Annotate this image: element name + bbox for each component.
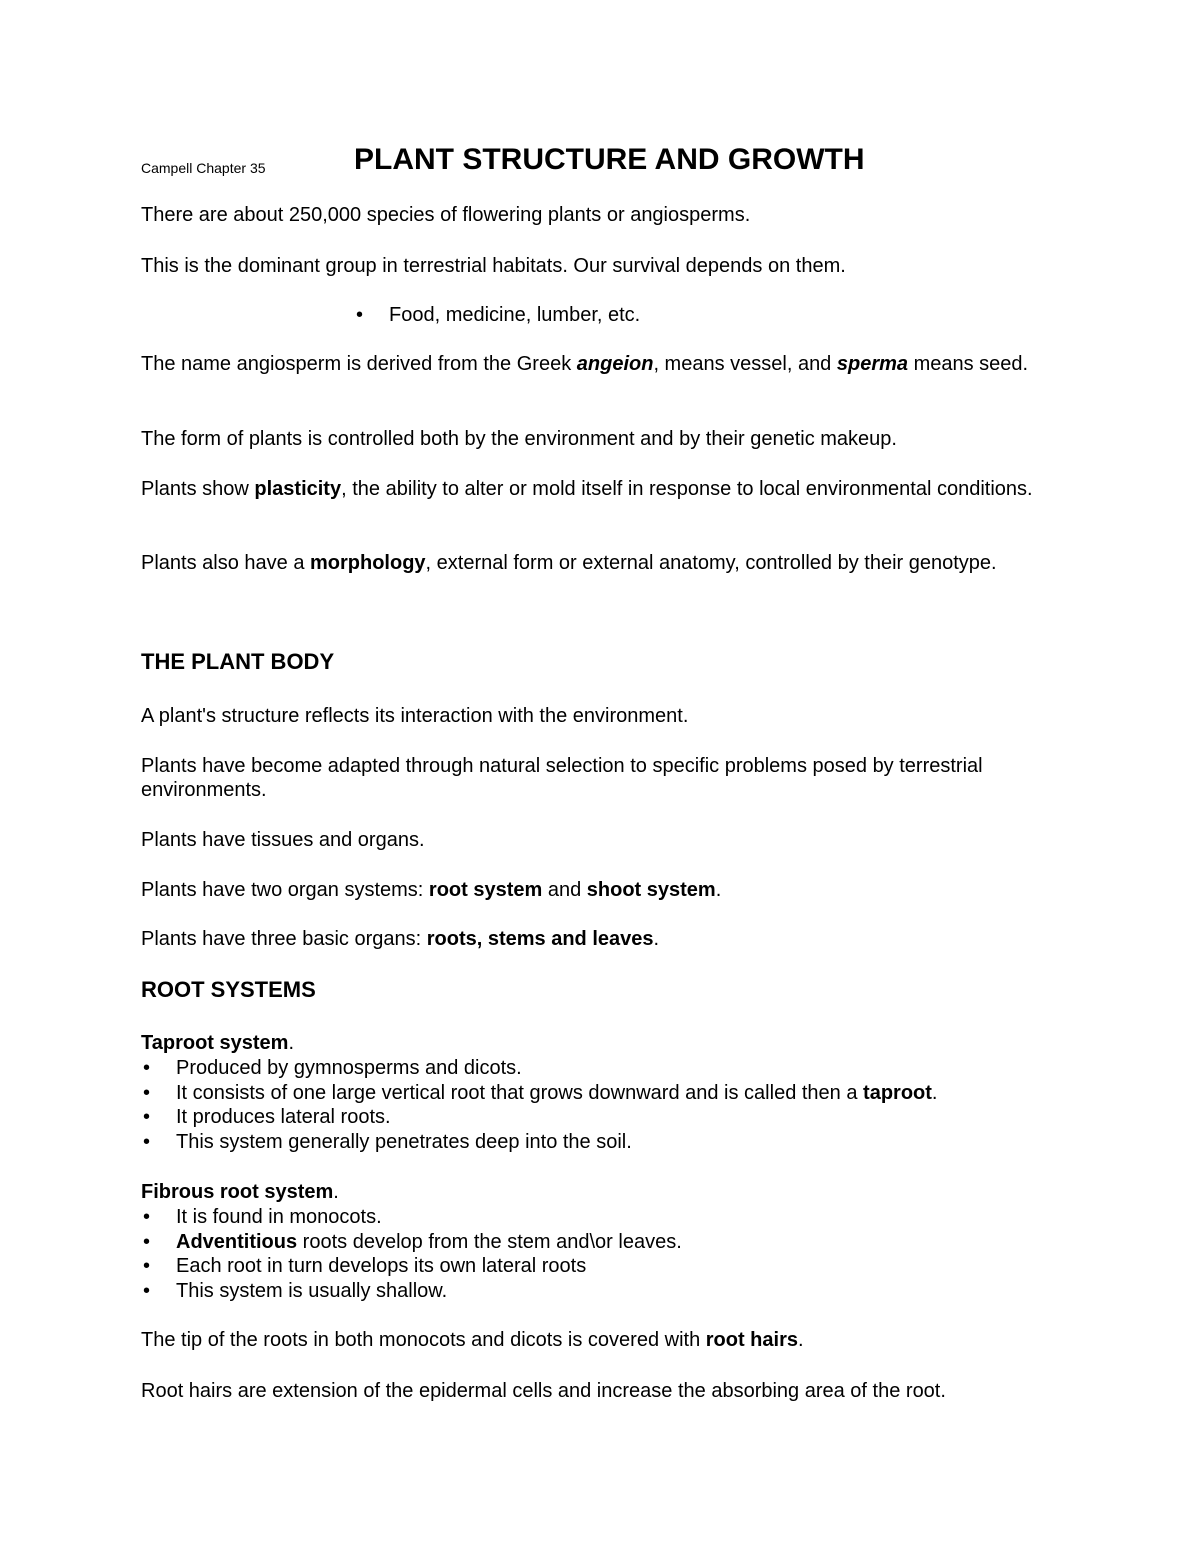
text-run: and bbox=[542, 879, 587, 901]
text-run: , external form or external anatomy, controlled by their genotype. bbox=[425, 552, 997, 574]
section-heading-plant-body: THE PLANT BODY bbox=[141, 649, 335, 674]
list-item: • This system generally penetrates deep into the soil. bbox=[141, 1130, 937, 1155]
term-morphology: morphology bbox=[310, 552, 426, 574]
intro-paragraph-1: There are about 250,000 species of flowering plants or angiosperms. bbox=[141, 204, 751, 226]
list-item: • This system is usually shallow. bbox=[141, 1279, 682, 1304]
term-shoot-system: shoot system bbox=[586, 879, 716, 901]
intro-paragraph-2: This is the dominant group in terrestrial habitats. Our survival depends on them. bbox=[141, 255, 846, 277]
text-run: Plants also have a bbox=[141, 552, 310, 574]
term-taproot: taproot bbox=[863, 1081, 932, 1104]
taproot-bullet-list bbox=[141, 1056, 937, 1155]
list-item: • Produced by gymnosperms and dicots. bbox=[141, 1056, 937, 1081]
text-run: . bbox=[333, 1181, 339, 1203]
text-run: It consists of one large vertical root that grows downward and is called then a bbox=[176, 1081, 864, 1104]
list-item bbox=[141, 1230, 682, 1255]
list-item bbox=[141, 1081, 937, 1106]
plant-body-paragraph-5 bbox=[141, 927, 659, 951]
text-run: . bbox=[653, 928, 660, 950]
term-fibrous-root-system: Fibrous root system bbox=[141, 1181, 334, 1203]
root-paragraph-2: Root hairs are extension of the epidermal cells and increase the absorbing area of the root. bbox=[141, 1380, 946, 1402]
root-paragraph-1 bbox=[141, 1328, 804, 1352]
text-run: , the ability to alter or mold itself in response to local environmental conditions. bbox=[341, 478, 1033, 500]
document-title: PLANT STRUCTURE AND GROWTH bbox=[354, 143, 865, 176]
intro-paragraph-3 bbox=[141, 352, 1061, 376]
text-run: Plants have three basic organs: bbox=[141, 928, 427, 950]
plant-body-paragraph-3: Plants have tissues and organs. bbox=[141, 829, 425, 851]
taproot-label bbox=[141, 1031, 294, 1055]
section-heading-root-systems: ROOT SYSTEMS bbox=[141, 977, 316, 1002]
text-run: , means vessel, and bbox=[653, 353, 837, 375]
text-run: . bbox=[798, 1329, 804, 1351]
text-run: means seed. bbox=[908, 353, 1029, 375]
fibrous-label bbox=[141, 1180, 339, 1204]
term-root-hairs: root hairs bbox=[705, 1329, 798, 1351]
chapter-label: Campell Chapter 35 bbox=[141, 160, 266, 176]
intro-bullet-list bbox=[354, 303, 640, 328]
text-run: roots develop from the stem and\or leaves. bbox=[297, 1230, 682, 1253]
term-root-system: root system bbox=[428, 879, 543, 901]
text-run: . bbox=[931, 1081, 938, 1104]
fibrous-bullet-list bbox=[141, 1205, 682, 1304]
term-sperma: sperma bbox=[836, 353, 909, 375]
intro-paragraph-4: The form of plants is controlled both by the environment and by their genetic makeup. bbox=[141, 428, 897, 450]
text-run: Plants show bbox=[141, 478, 255, 500]
term-adventitious: Adventitious bbox=[176, 1230, 298, 1253]
plant-body-paragraph-4 bbox=[141, 878, 721, 902]
plant-body-paragraph-1: A plant's structure reflects its interaction with the environment. bbox=[141, 705, 689, 727]
intro-paragraph-6 bbox=[141, 551, 1061, 575]
text-run: . bbox=[288, 1032, 295, 1054]
plant-body-paragraph-2: Plants have become adapted through natural selection to specific problems posed by terrestrial environments. bbox=[141, 755, 983, 801]
term-basic-organs: roots, stems and leaves bbox=[426, 928, 654, 950]
text-run: The name angiosperm is derived from the Greek bbox=[141, 353, 577, 375]
term-taproot-system: Taproot system bbox=[141, 1032, 289, 1054]
term-angeion: angeion bbox=[576, 353, 654, 375]
list-item: • It is found in monocots. bbox=[141, 1205, 682, 1230]
text-run: The tip of the roots in both monocots and dicots is covered with bbox=[141, 1329, 706, 1351]
list-item: • It produces lateral roots. bbox=[141, 1105, 937, 1130]
text-run: . bbox=[715, 879, 722, 901]
list-item: • Each root in turn develops its own lateral roots bbox=[141, 1254, 682, 1279]
term-plasticity: plasticity bbox=[254, 478, 342, 500]
intro-paragraph-5 bbox=[141, 477, 1061, 501]
list-item: • Food, medicine, lumber, etc. bbox=[354, 303, 640, 328]
text-run: Plants have two organ systems: bbox=[141, 879, 429, 901]
